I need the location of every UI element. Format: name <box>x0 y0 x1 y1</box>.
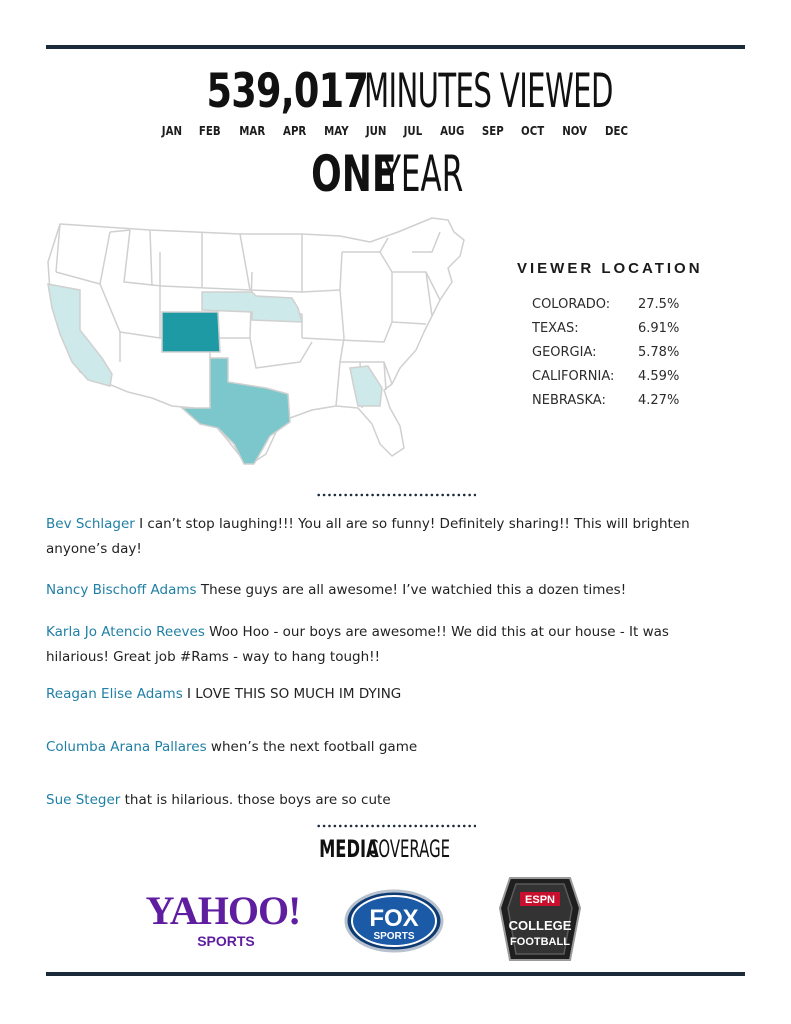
month-label: OCT <box>521 124 545 138</box>
comment <box>46 788 726 813</box>
viewer-location-title: VIEWER LOCATION <box>517 260 703 277</box>
comment-author[interactable]: Karla Jo Atencio Reeves <box>46 624 205 640</box>
month-strip <box>160 124 630 138</box>
viewer-location-row <box>532 292 679 316</box>
month-label: JAN <box>161 124 183 138</box>
yahoo-logo-sub: SPORTS <box>197 933 255 949</box>
state-percent: 4.59% <box>638 368 680 384</box>
dotted-divider <box>316 823 476 829</box>
bottom-rule <box>46 972 745 976</box>
yahoo-sports-logo <box>140 886 306 952</box>
top-rule <box>46 45 745 49</box>
period-bold: ONE <box>310 145 397 203</box>
comment <box>46 682 726 707</box>
yahoo-logo-main: YAHOO! <box>145 888 301 933</box>
comment-author[interactable]: Nancy Bischoff Adams <box>46 582 197 598</box>
comment <box>46 735 726 760</box>
viewer-location-row <box>532 364 679 388</box>
comment-text: These guys are all awesome! I’ve watchied this a dozen times! <box>196 582 627 598</box>
minutes-viewed-headline <box>0 62 791 122</box>
state-name: GEORGIA: <box>532 344 597 360</box>
month-label: JUL <box>403 124 423 138</box>
state-percent: 5.78% <box>638 344 680 360</box>
state-percent: 6.91% <box>638 320 680 336</box>
media-coverage-title <box>0 832 791 866</box>
month-label: DEC <box>605 124 628 138</box>
espn-logo-line2: FOOTBALL <box>510 936 570 948</box>
espn-logo-mark: ESPN <box>525 894 555 906</box>
state-name: NEBRASKA: <box>532 392 606 408</box>
state-percent: 27.5% <box>638 296 680 312</box>
us-viewer-map <box>40 212 480 472</box>
comment-author[interactable]: Columba Arana Pallares <box>46 739 207 755</box>
comment-text: when’s the next football game <box>206 739 418 755</box>
fox-sports-logo <box>344 888 444 954</box>
viewer-location-row <box>532 340 679 364</box>
month-label: MAR <box>238 124 265 138</box>
espn-logo-line1: COLLEGE <box>508 918 572 933</box>
viewer-location-row <box>532 388 679 412</box>
month-label: SEP <box>481 124 504 138</box>
comment <box>46 578 726 603</box>
comment-text: Woo Hoo - our boys are awesome!! We did this at our house - It was hilarious! Great job #Rams - way to hang tough!! <box>46 624 669 665</box>
fox-logo-main: FOX <box>369 905 419 932</box>
comment-text: I LOVE THIS SO MUCH IM DYING <box>182 686 402 702</box>
minutes-number: 539,017 <box>206 64 368 119</box>
month-label: NOV <box>562 124 588 138</box>
viewer-location-table <box>532 292 679 412</box>
minutes-label: MINUTES VIEWED <box>363 64 613 119</box>
month-label: APR <box>282 124 307 138</box>
month-label: FEB <box>199 124 222 138</box>
espn-college-football-logo <box>498 874 582 964</box>
media-title-regular: COVERAGE <box>368 835 451 863</box>
dotted-divider <box>316 492 476 498</box>
comment <box>46 512 726 562</box>
state-percent: 4.27% <box>638 392 680 408</box>
viewer-location-row <box>532 316 679 340</box>
media-title-bold: MEDIA <box>318 835 379 863</box>
period-title <box>0 144 791 204</box>
state-name: CALIFORNIA: <box>532 368 615 384</box>
comment-author[interactable]: Bev Schlager <box>46 516 135 532</box>
state-name: TEXAS: <box>532 320 579 336</box>
period-regular: YEAR <box>382 145 464 203</box>
month-label: JUN <box>366 124 387 138</box>
colorado-state <box>162 312 220 352</box>
comment-author[interactable]: Reagan Elise Adams <box>46 686 183 702</box>
fox-logo-sub: SPORTS <box>373 931 415 942</box>
comment <box>46 620 726 670</box>
comment-text: I can’t stop laughing!!! You all are so funny! Definitely sharing!! This will brighten anyone’s day! <box>46 516 690 557</box>
comment-text: that is hilarious. those boys are so cute <box>120 792 391 808</box>
month-label: AUG <box>439 124 465 138</box>
state-name: COLORADO: <box>532 296 611 312</box>
month-label: MAY <box>323 124 349 138</box>
comment-author[interactable]: Sue Steger <box>46 792 121 808</box>
